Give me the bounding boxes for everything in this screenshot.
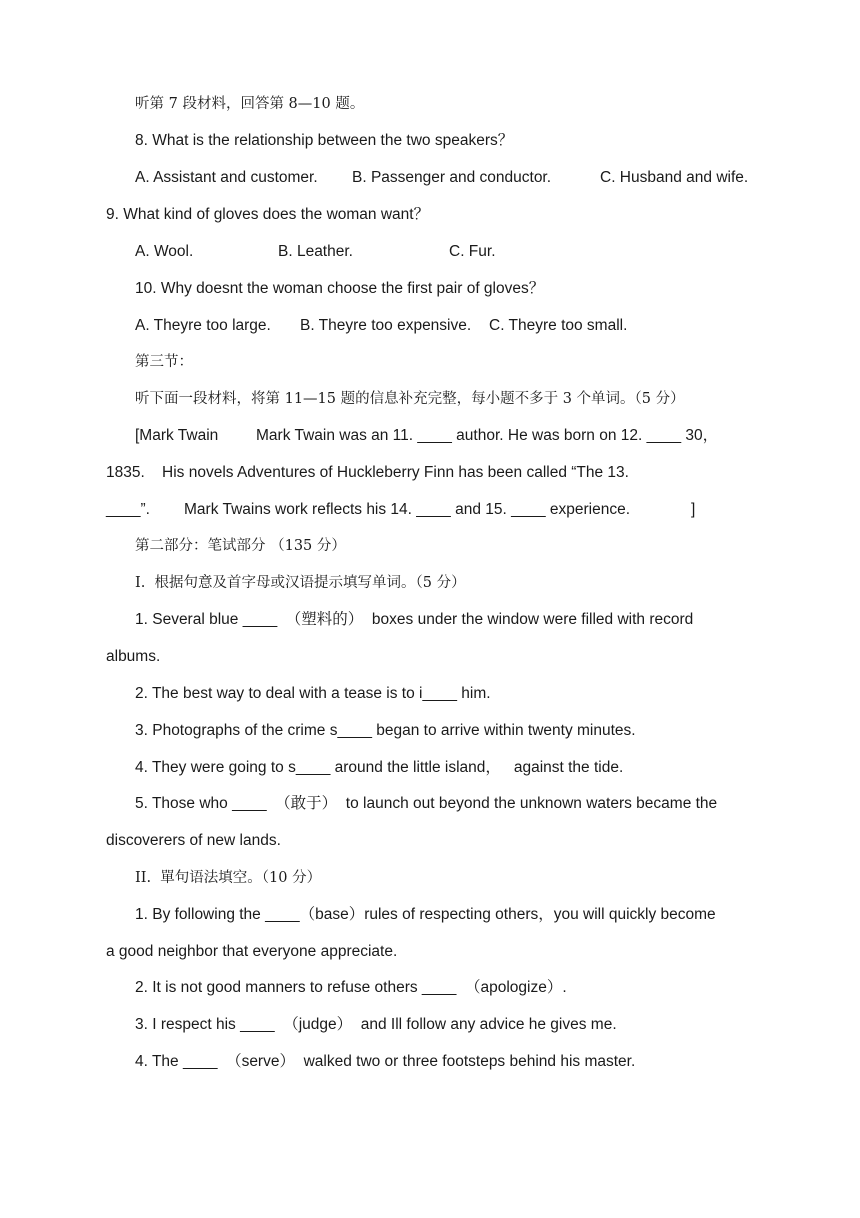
question-text: 9. What kind of gloves does the woman want？ [106,206,430,223]
grammar-question-2 [0,976,860,1000]
mark-twain-line-2 [0,461,860,485]
grammar-question-1-cont [0,940,860,964]
passage-text: Mark Twains work reflects his 14. ____ and 15. ____ experience. [184,501,631,518]
mark-twain-line-3 [0,498,860,522]
question-8-options [0,166,860,190]
question-9 [0,203,860,227]
question-text: 3. I respect his ____ （judge） and Ill follow any advice he gives me. [135,1016,617,1033]
grammar-question-1 [0,903,860,927]
question-10-options [0,314,860,338]
line-text: II. 單句语法填空。（10 分） [135,870,322,886]
question-text: 1. By following the ____（base）rules of respecting others，you will quickly become [135,906,716,923]
question-text: 4. They were going to s____ around the little island， against the tide. [135,759,624,776]
option-b: B. Passenger and conductor. [352,169,552,186]
line-text: 听下面一段材料，将第 11—15 题的信息补充完整，每小题不多于 3 个单词。（5 分） [135,391,685,407]
section-I-heading [0,571,860,595]
passage-text: ____”. [106,501,150,518]
option-c: C. Theyre too small. [489,317,628,334]
question-text: discoverers of new lands. [106,832,281,849]
line-text: 第二部分：笔试部分 （135 分） [135,538,346,554]
option-c: C. Husband and wife. [600,169,749,186]
grammar-question-4 [0,1050,860,1074]
option-a: A. Wool. [135,243,194,260]
closing-bracket: ] [691,501,696,518]
vocab-question-3 [0,719,860,743]
passage-text: Mark Twain was an 11. ____ author. He was born on 12. ____ 30， [256,427,719,444]
vocab-question-4 [0,756,860,780]
question-9-options [0,240,860,264]
vocab-question-1 [0,608,860,632]
question-text: 10. Why doesnt the woman choose the first pair of gloves？ [135,280,545,297]
line-text: 听第 7 段材料，回答第 8—10 题。 [135,96,365,112]
question-10 [0,277,860,301]
vocab-question-5-cont [0,829,860,853]
vocab-question-5 [0,792,860,816]
question-text: 1. Several blue ____ （塑料的） boxes under the window were filled with record [135,611,694,628]
option-b: B. Theyre too expensive. [300,317,472,334]
passage-title: [Mark Twain [135,427,219,444]
option-b: B. Leather. [278,243,353,260]
vocab-question-1-cont [0,645,860,669]
option-c: C. Fur. [449,243,496,260]
line-text: 第三节： [135,354,193,370]
section-II-heading [0,866,860,890]
vocab-question-2 [0,682,860,706]
passage-text: 1835. His novels Adventures of Huckleberry Finn has been called “The 13. [106,464,629,481]
line-text: I. 根据句意及首字母或汉语提示填写单词。（5 分） [135,575,466,591]
question-text: albums. [106,648,161,665]
question-text: 5. Those who ____ （敢于） to launch out beyond the unknown waters became the [135,795,718,812]
question-text: 8. What is the relationship between the two speakers？ [135,132,514,149]
section-instructions [0,387,860,411]
section-heading-3 [0,350,860,374]
question-text: 2. The best way to deal with a tease is to i____ him. [135,685,491,702]
question-8 [0,129,860,153]
option-a: A. Assistant and customer. [135,169,318,186]
mark-twain-line-1 [0,424,860,448]
part-2-heading [0,534,860,558]
question-text: a good neighbor that everyone appreciate. [106,943,398,960]
section-heading-part7 [0,92,860,116]
grammar-question-3 [0,1013,860,1037]
question-text: 4. The ____ （serve） walked two or three footsteps behind his master. [135,1053,636,1070]
question-text: 2. It is not good manners to refuse others ____ （apologize）. [135,979,567,996]
question-text: 3. Photographs of the crime s____ began to arrive within twenty minutes. [135,722,636,739]
option-a: A. Theyre too large. [135,317,271,334]
